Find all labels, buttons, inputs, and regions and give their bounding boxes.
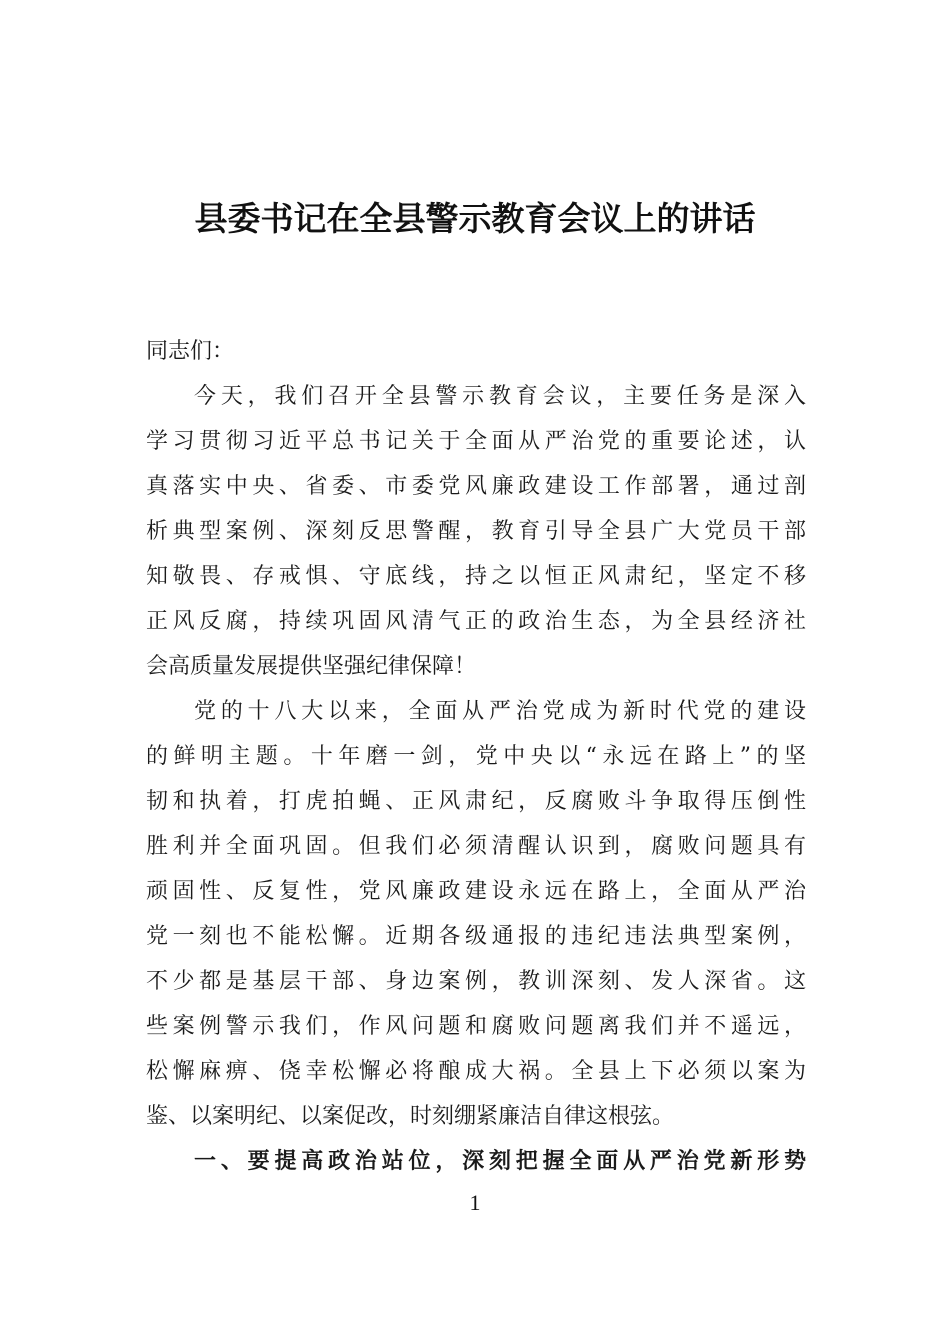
paragraph-1-line: 学习贯彻习近平总书记关于全面从严治党的重要论述，认: [146, 429, 806, 454]
paragraph-2-line: 松懈麻痹、侥幸松懈必将酿成大祸。全县上下必须以案为: [146, 1059, 806, 1084]
paragraph-2-line: 不少都是基层干部、身边案例，教训深刻、发人深省。这: [146, 969, 806, 994]
paragraph-2-line: 些案例警示我们，作风问题和腐败问题离我们并不遥远，: [146, 1014, 806, 1039]
paragraph-1-line: 今天，我们召开全县警示教育会议，主要任务是深入: [194, 384, 806, 409]
paragraph-2-line: 胜利并全面巩固。但我们必须清醒认识到，腐败问题具有: [146, 834, 806, 859]
salutation: 同志们：: [146, 339, 235, 364]
page-number: 1: [469, 1190, 481, 1215]
paragraph-2-line: 党的十八大以来，全面从严治党成为新时代党的建设: [194, 699, 806, 724]
paragraph-1-line: 真落实中央、省委、市委党风廉政建设工作部署，通过剖: [146, 474, 806, 499]
paragraph-2-line: 党一刻也不能松懈。近期各级通报的违纪违法典型案例，: [146, 924, 806, 949]
paragraph-2-line: 韧和执着，打虎拍蝇、正风肃纪，反腐败斗争取得压倒性: [146, 789, 806, 814]
section-heading: 一、要提高政治站位，深刻把握全面从严治党新形势: [194, 1149, 806, 1174]
paragraph-2-line: 的鲜明主题。十年磨一剑，党中央以“永远在路上”的坚: [146, 744, 806, 769]
document-title: 县委书记在全县警示教育会议上的讲话: [194, 199, 756, 238]
paragraph-2-line: 顽固性、反复性，党风廉政建设永远在路上，全面从严治: [146, 879, 806, 904]
paragraph-1-line: 会高质量发展提供坚强纪律保障！: [146, 654, 477, 679]
paragraph-2-line: 鉴、以案明纪、以案促改，时刻绷紧廉洁自律这根弦。: [146, 1104, 675, 1129]
paragraph-1-line: 知敬畏、存戒惧、守底线，持之以恒正风肃纪，坚定不移: [146, 564, 806, 589]
paragraph-1-line: 正风反腐，持续巩固风清气正的政治生态，为全县经济社: [146, 609, 806, 634]
paragraph-1-line: 析典型案例、深刻反思警醒，教育引导全县广大党员干部: [146, 519, 806, 544]
